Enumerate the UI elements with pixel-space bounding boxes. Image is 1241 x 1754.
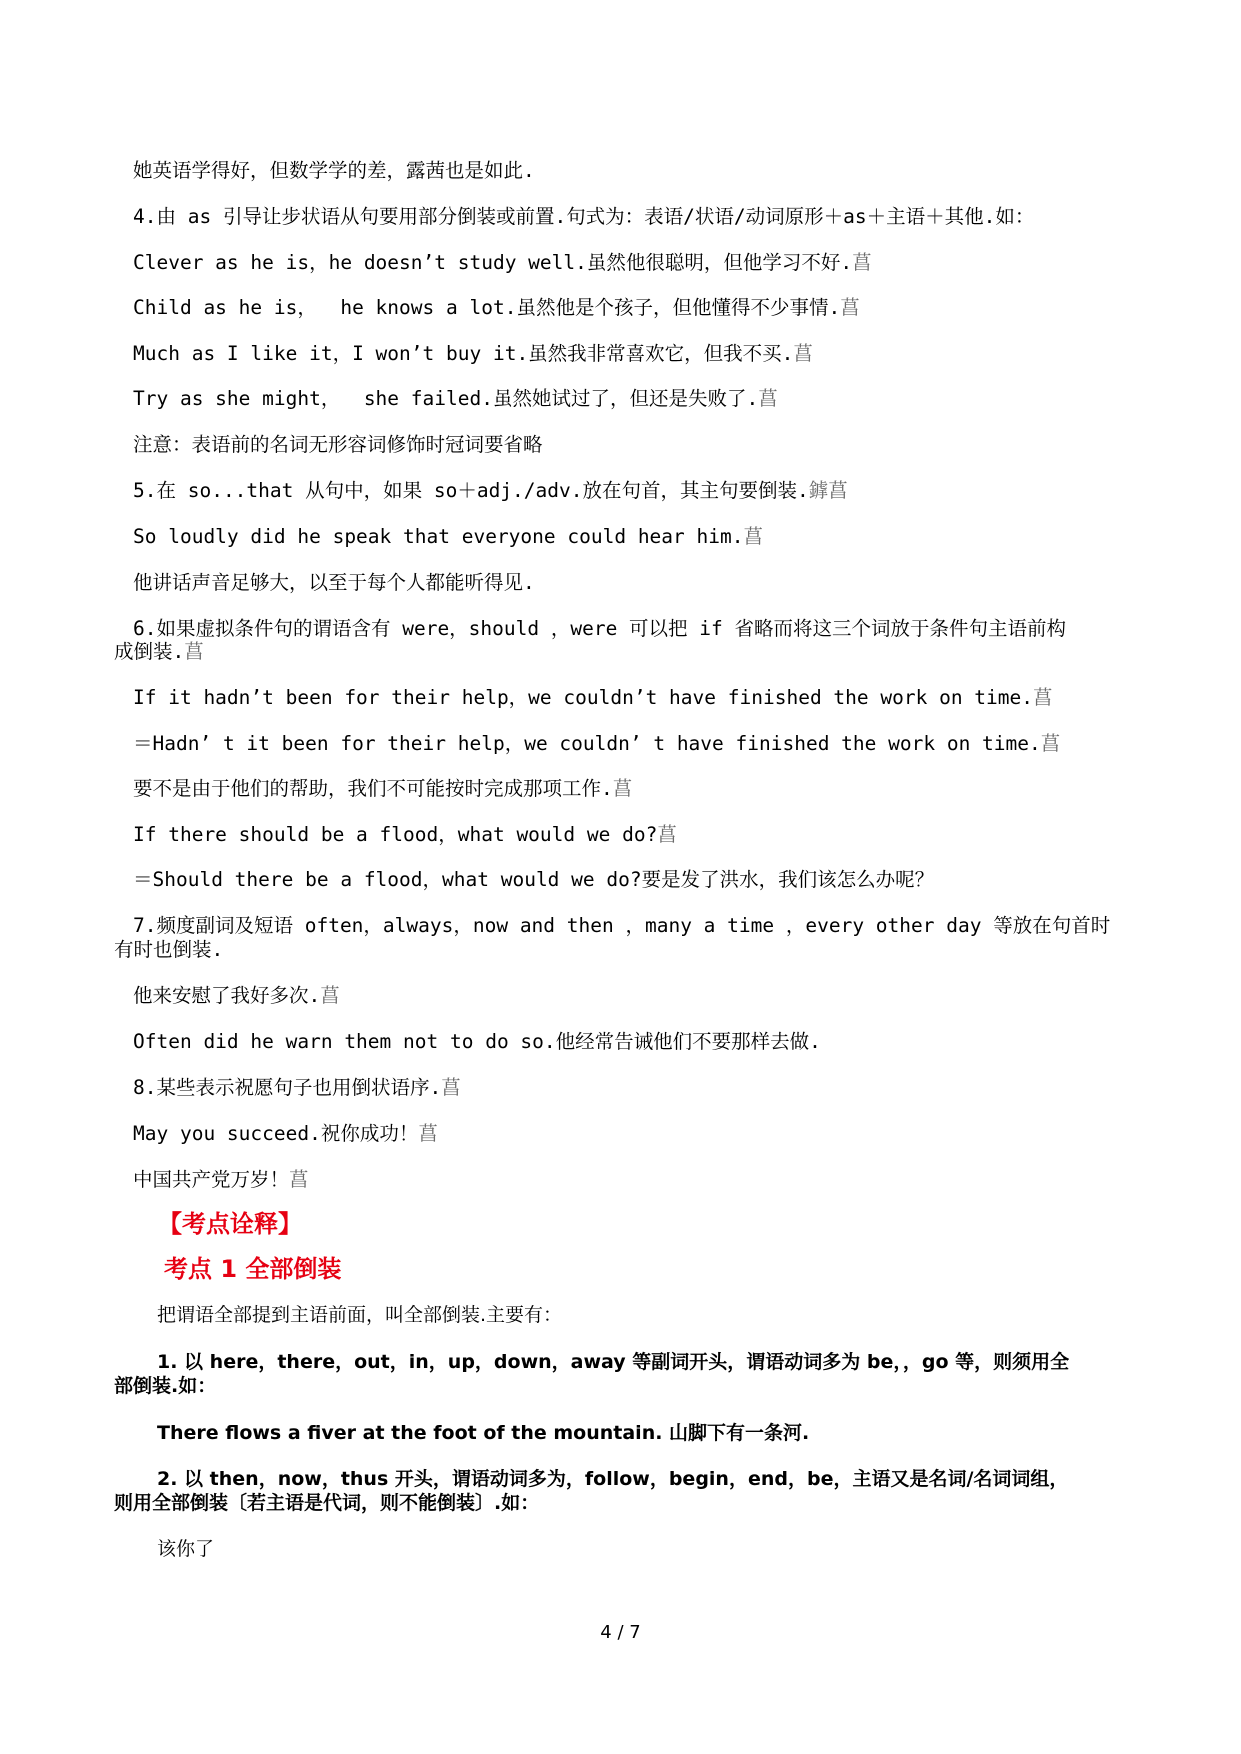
text-line — [133, 1122, 1123, 1146]
rule-text: 5.在 so...that 从句中，如果 so＋adj./adv.放在句首，其主句要倒装. — [133, 479, 809, 502]
artifact-glyph: 菖 — [758, 387, 778, 410]
text-line — [133, 387, 1123, 411]
text-line — [133, 1168, 1123, 1192]
paragraph: 把谓语全部提到主语前面，叫全部倒装.主要有： — [157, 1304, 563, 1326]
text-line: 她英语学得好，但数学学的差，露茜也是如此. — [133, 159, 535, 182]
text-line — [114, 640, 1124, 664]
artifact-glyph: 菖 — [840, 296, 860, 319]
example-sentence: ＝Hadn’ t it been for their help，we couldn’ t have finished the work on time. — [133, 732, 1041, 755]
text-line: 4.由 as 引导让步状语从句要用部分倒装或前置.句式为：表语/状语/动词原形＋as＋主语＋其他.如： — [133, 205, 1035, 228]
artifact-glyph: 菖 — [1040, 732, 1061, 755]
text-line — [133, 525, 1123, 549]
example-sentence: May you succeed.祝你成功！ — [133, 1122, 419, 1145]
example-sentence: If there should be a flood，what would we do? — [133, 823, 658, 846]
artifact-glyph: 菖 — [184, 640, 204, 663]
text-line — [133, 823, 1123, 847]
text-line — [133, 686, 1123, 710]
example-sentence: 中国共产党万岁！ — [133, 1168, 290, 1191]
artifact-glyph: 鎼菖 — [808, 479, 848, 502]
text-line — [133, 984, 1123, 1008]
paragraph: 该你了 — [157, 1538, 215, 1560]
artifact-glyph: 菖 — [441, 1076, 461, 1099]
text-line — [133, 732, 1123, 756]
text-line — [133, 342, 1123, 366]
rule-text: 8.某些表示祝愿句子也用倒状语序. — [133, 1076, 442, 1099]
example-sentence: Much as I like it，I won’t buy it.虽然我非常喜欢它，但我不买. — [133, 342, 794, 365]
example-sentence: There flows a fiver at the foot of the mountain. 山脚下有一条河. — [157, 1422, 810, 1444]
artifact-glyph: 菖 — [793, 342, 813, 365]
text-line: 他讲话声音足够大，以至于每个人都能听得见. — [133, 571, 535, 594]
text-line — [133, 777, 1123, 801]
translation: 要不是由于他们的帮助，我们不可能按时完成那项工作. — [133, 777, 613, 800]
subsection-heading: 考点 1 全部倒装 — [164, 1255, 342, 1283]
text-line: ＝Should there be a flood，what would we do?要是发了洪水，我们该怎么办呢？ — [133, 868, 935, 891]
rule-text: 成倒装. — [114, 640, 185, 663]
example-sentence: Child as he is， he knows a lot.虽然他是个孩子，但他懂得不少事情. — [133, 296, 841, 319]
artifact-glyph: 菖 — [418, 1122, 438, 1145]
paragraph: 1. 以 here，there，out，in，up，down，away 等副词开头，谓语动词多为 be，，go 等，则须用全 — [157, 1351, 1070, 1373]
artifact-glyph: 菖 — [852, 251, 872, 274]
artifact-glyph: 菖 — [657, 823, 677, 846]
text-line — [133, 251, 1123, 275]
artifact-glyph: 菖 — [612, 777, 633, 800]
example-sentence: So loudly did he speak that everyone could hear him. — [133, 525, 744, 548]
text-line: 注意：表语前的名词无形容词修饰时冠词要省略 — [133, 433, 543, 456]
text-line — [133, 479, 1123, 503]
artifact-glyph: 菖 — [1033, 686, 1053, 709]
text-line: 有时也倒装. — [114, 938, 224, 961]
translation: 他来安慰了我好多次. — [133, 984, 321, 1007]
example-sentence: Clever as he is，he doesn’t study well.虽然他很聪明，但他学习不好. — [133, 251, 853, 274]
example-sentence: Try as she might， she failed.虽然她试过了，但还是失败了. — [133, 387, 759, 410]
page-number: 4 / 7 — [600, 1622, 641, 1643]
artifact-glyph: 菖 — [320, 984, 340, 1007]
paragraph: 则用全部倒装〔若主语是代词，则不能倒装〕.如： — [114, 1492, 540, 1514]
text-line — [133, 296, 1123, 320]
example-sentence: If it hadn’t been for their help，we couldn’t have finished the work on time. — [133, 686, 1033, 709]
artifact-glyph: 菖 — [743, 525, 763, 548]
text-line: Often did he warn them not to do so.他经常告诫他们不要那样去做. — [133, 1030, 821, 1053]
artifact-glyph: 菖 — [289, 1168, 309, 1191]
paragraph: 部倒装.如： — [114, 1375, 217, 1397]
section-heading: 【考点诠释】 — [158, 1210, 302, 1238]
paragraph: 2. 以 then，now，thus 开头，谓语动词多为，follow，begin，end，be，主语又是名词/名词词组， — [157, 1468, 1069, 1490]
text-line: 6.如果虚拟条件句的谓语含有 were，should ，were 可以把 if 省略而将这三个词放于条件句主语前构 — [133, 617, 1067, 640]
text-line — [133, 1076, 1123, 1100]
text-line: 7.频度副词及短语 often，always，now and then ，many a time ，every other day 等放在句首时 — [133, 914, 1111, 937]
